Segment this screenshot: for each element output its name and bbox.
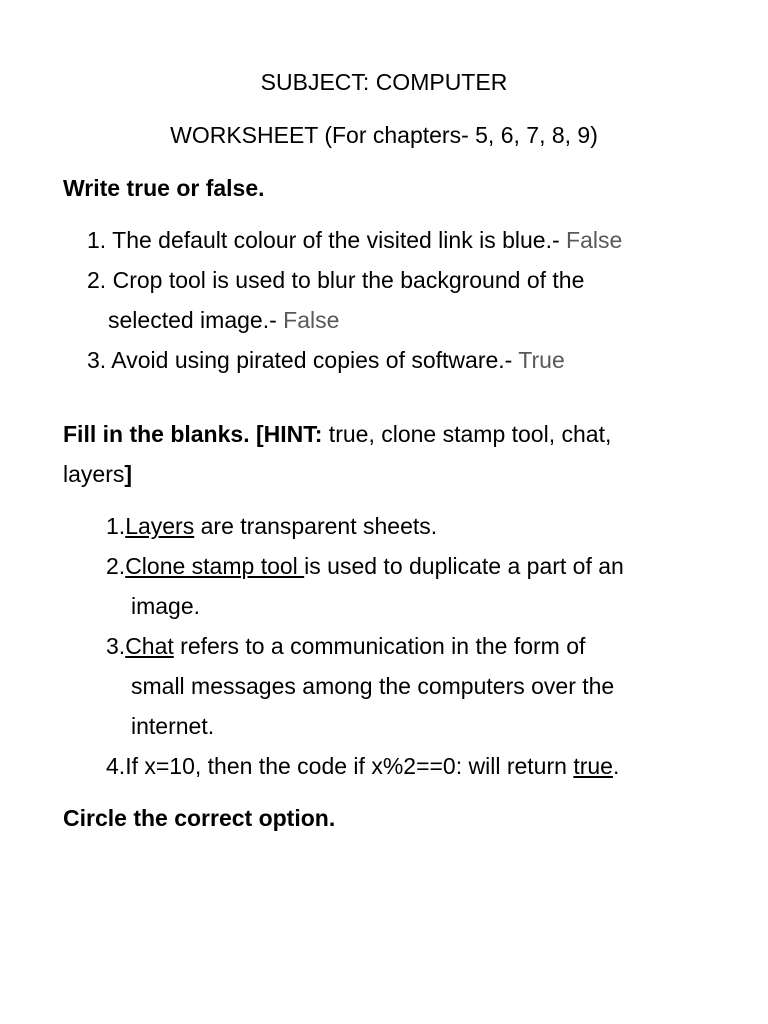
fb-item-number: 4.	[106, 753, 126, 779]
fb-item-number: 2.	[106, 553, 126, 579]
tf-item-2-cont	[108, 306, 339, 334]
fb-item-answer: true	[573, 753, 613, 779]
fb-item-4	[106, 752, 619, 780]
fb-item-text: is used to duplicate a part of an	[304, 553, 624, 579]
worksheet-title: WORKSHEET (For chapters- 5, 6, 7, 8, 9)	[170, 122, 598, 148]
hint-label: HINT:	[263, 421, 323, 447]
fb-item-3-cont2: internet.	[131, 713, 215, 739]
fb-item-number: 3.	[106, 633, 126, 659]
tf-item-answer: False	[276, 307, 340, 333]
fb-item-text: refers to a communication in the form of	[173, 633, 586, 659]
tf-item-number: 2.	[87, 267, 107, 293]
fb-item-2	[106, 552, 624, 580]
tf-item-1	[87, 226, 622, 254]
fb-item-answer: Chat	[125, 633, 174, 659]
fill-blanks-heading	[63, 420, 611, 448]
fb-item-number: 1.	[106, 513, 126, 539]
tf-item-text: Crop tool is used to blur the background of the	[106, 267, 585, 293]
fb-item-text: If x=10, then the code if x%2==0: will return	[125, 753, 574, 779]
circle-heading: Circle the correct option.	[63, 805, 336, 831]
fill-blanks-heading-cont	[63, 460, 132, 488]
tf-item-2	[87, 266, 584, 294]
hint-close: ]	[124, 461, 133, 487]
hint-words: true, clone stamp tool, chat,	[322, 421, 612, 447]
fb-item-3	[106, 632, 585, 660]
tf-item-text-cont: selected image.-	[108, 307, 277, 333]
tf-item-number: 1.	[87, 227, 107, 253]
fb-item-answer: Layers	[125, 513, 195, 539]
fb-item-text: are transparent sheets.	[194, 513, 438, 539]
fb-item-3-cont: small messages among the computers over the	[131, 673, 615, 699]
tf-item-text: The default colour of the visited link is blue.-	[106, 227, 560, 253]
tf-item-answer: True	[512, 347, 565, 373]
fb-item-1	[106, 512, 437, 540]
fill-heading-label: Fill in the blanks. [	[63, 421, 264, 447]
tf-item-number: 3.	[87, 347, 107, 373]
tf-item-answer: False	[559, 227, 623, 253]
fb-item-answer: Clone stamp tool	[125, 553, 305, 579]
hint-words-cont: layers	[63, 461, 125, 487]
subject-title: SUBJECT: COMPUTER	[260, 69, 508, 95]
fb-item-post: .	[612, 753, 620, 779]
tf-item-3	[87, 346, 565, 374]
tf-item-text: Avoid using pirated copies of software.-	[106, 347, 513, 373]
true-false-heading: Write true or false.	[63, 175, 265, 201]
fb-item-2-cont: image.	[131, 593, 201, 619]
